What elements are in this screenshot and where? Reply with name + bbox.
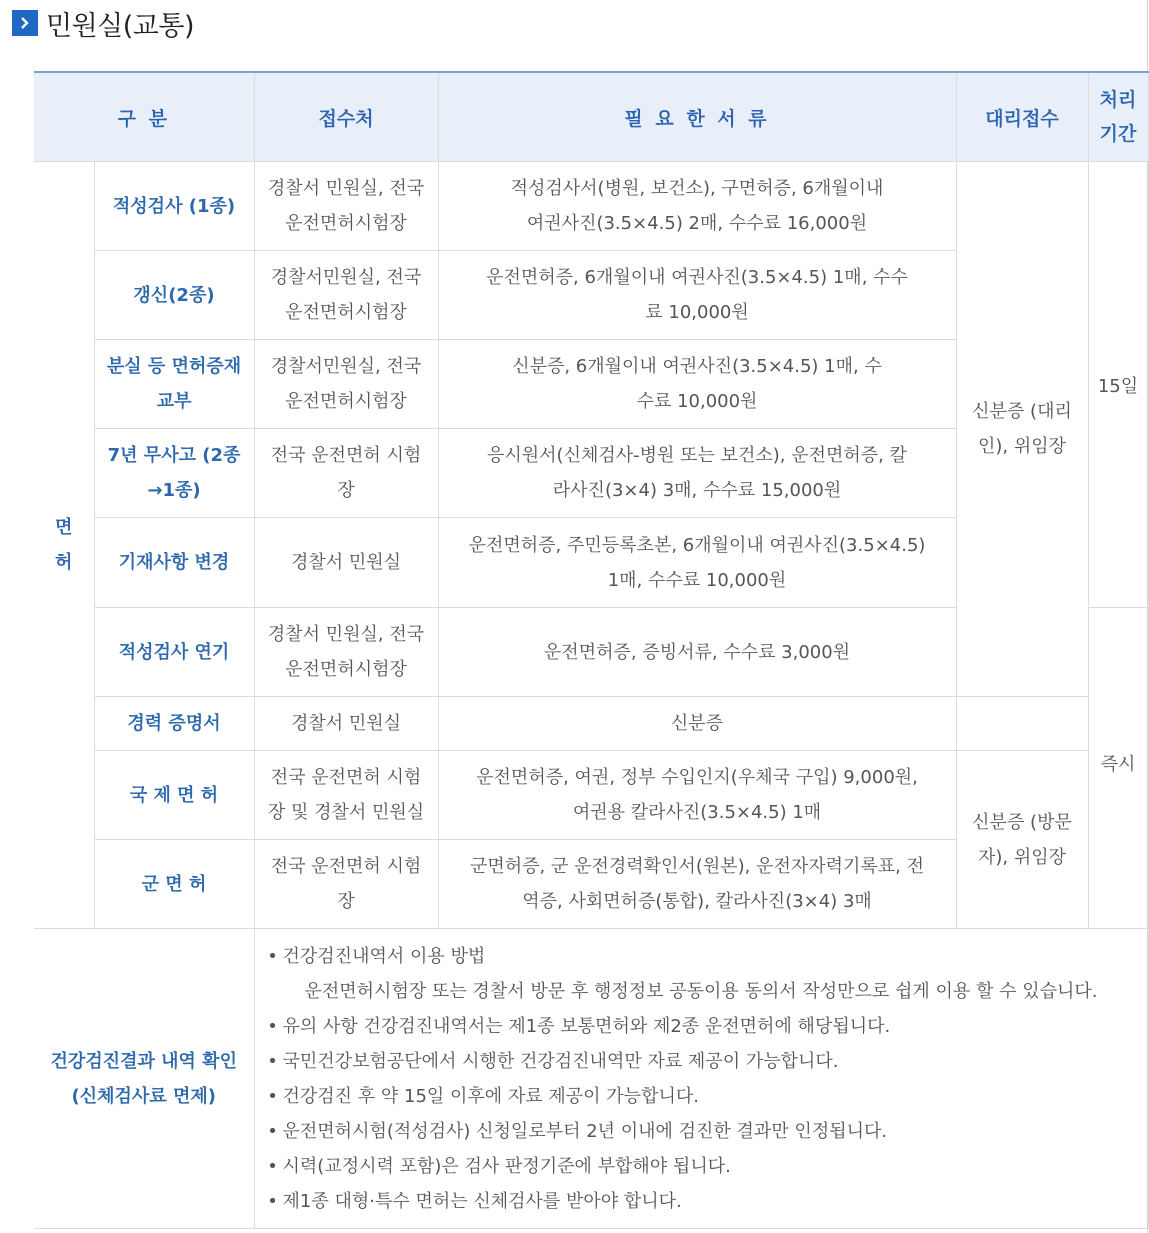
header-documents: 필 요 한 서 류 [438,72,956,162]
chevron-right-icon [12,10,38,36]
health-check-label: 건강검진결과 내역 확인 (신체검사료 면제) [34,929,254,1229]
row-documents: 응시원서(신체검사-병원 또는 보건소), 운전면허증, 칼라사진(3×4) 3매, 수수료 15,000원 [438,429,956,518]
health-check-notes [254,929,1148,1229]
civil-service-table [34,71,1149,1229]
table-row [34,162,1148,251]
row-office: 경찰서 민원실 [254,697,438,751]
intro-text: 운전면허시험장 또는 경찰서 방문 후 행정정보 공동이용 동의서 작성만으로 쉽게 이용 할 수 있습니다. [304,980,1098,1002]
row-office: 경찰서민원실, 전국 운전면허시험장 [254,251,438,340]
row-documents: 운전면허증, 6개월이내 여권사진(3.5×4.5) 1매, 수수료 10,000원 [438,251,956,340]
row-label: 군 면 허 [94,840,254,929]
row-office: 전국 운전면허 시험장 및 경찰서 민원실 [254,751,438,840]
row-office: 경찰서 민원실, 전국 운전면허시험장 [254,608,438,697]
proxy-cell-2: 신분증 (방문자), 위임장 [956,751,1088,929]
group-label-license: 면허 [34,162,94,929]
header-office: 접수처 [254,72,438,162]
row-documents: 신분증, 6개월이내 여권사진(3.5×4.5) 1매, 수수료 10,000원 [438,340,956,429]
row-label: 적성검사 (1종) [94,162,254,251]
row-documents: 운전면허증, 증빙서류, 수수료 3,000원 [438,608,956,697]
proxy-cell-1: 신분증 (대리인), 위임장 [956,162,1088,697]
table-header-row [34,72,1148,162]
row-documents: 군면허증, 군 운전경력확인서(원본), 운전자자력기록표, 전역증, 사회면허증(통합), 칼라사진(3×4) 3매 [438,840,956,929]
row-office: 경찰서민원실, 전국 운전면허시험장 [254,340,438,429]
row-documents: 적성검사서(병원, 보건소), 구면허증, 6개월이내 여권사진(3.5×4.5) 2매, 수수료 16,000원 [438,162,956,251]
header-proxy: 대리접수 [956,72,1088,162]
list-item: • 건강검진내역서 이용 방법 [267,945,486,967]
row-label: 적성검사 연기 [94,608,254,697]
list-item: • 제1종 대형·특수 면허는 신체검사를 받아야 합니다. [267,1190,682,1212]
row-documents: 운전면허증, 여권, 정부 수입인지(우체국 구입) 9,000원, 여권용 칼라사진(3.5×4.5) 1매 [438,751,956,840]
page-title: 민원실(교통) [46,10,194,42]
period-cell-2: 즉시 [1088,608,1148,929]
row-label: 분실 등 면허증재교부 [94,340,254,429]
row-documents: 운전면허증, 주민등록초본, 6개월이내 여권사진(3.5×4.5) 1매, 수수료 10,000원 [438,518,956,608]
header-category: 구 분 [34,72,254,162]
row-label: 국 제 면 허 [94,751,254,840]
list-item: • 건강검진 후 약 15일 이후에 자료 제공이 가능합니다. [267,1085,699,1107]
period-cell-1: 15일 [1088,162,1148,608]
row-label: 갱신(2종) [94,251,254,340]
section-title [12,8,194,42]
table-row [34,697,1148,751]
table-row [34,751,1148,840]
row-office: 경찰서 민원실 [254,518,438,608]
row-label: 경력 증명서 [94,697,254,751]
row-label: 기재사항 변경 [94,518,254,608]
header-period: 처리 기간 [1088,72,1148,162]
row-documents: 신분증 [438,697,956,751]
row-label: 7년 무사고 (2종→1종) [94,429,254,518]
list-item: • 운전면허시험(적성검사) 신청일로부터 2년 이내에 검진한 결과만 인정됩니다. [267,1120,888,1142]
health-check-row [34,929,1148,1229]
list-item: • 시력(교정시력 포함)은 검사 판정기준에 부합해야 됩니다. [267,1155,731,1177]
row-office: 전국 운전면허 시험장 [254,429,438,518]
row-office: 전국 운전면허 시험장 [254,840,438,929]
list-item: • 국민건강보험공단에서 시행한 건강검진내역만 자료 제공이 가능합니다. [267,1050,839,1072]
list-item: • 유의 사항 건강검진내역서는 제1종 보통면허와 제2종 운전면허에 해당됩니다. [267,1015,891,1037]
row-office: 경찰서 민원실, 전국 운전면허시험장 [254,162,438,251]
